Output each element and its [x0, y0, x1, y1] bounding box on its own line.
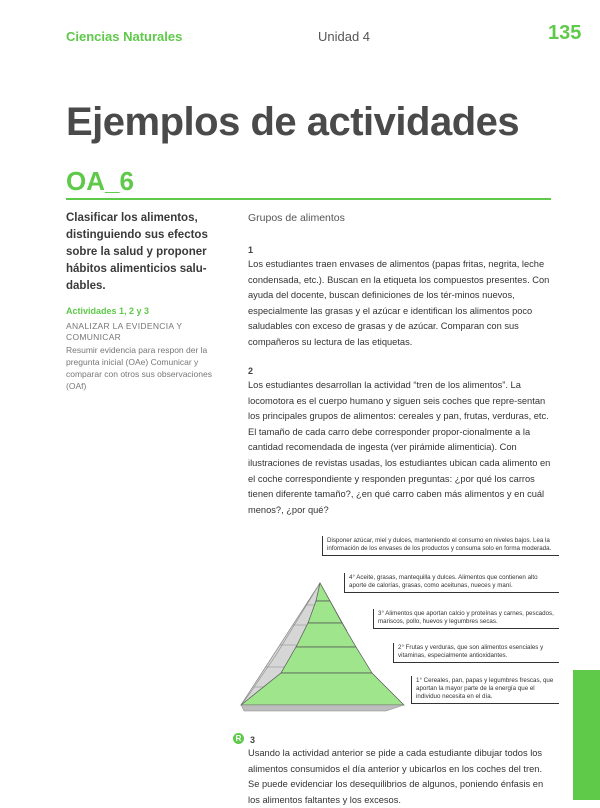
pyramid-label-1: 1° Cereales, pan, papas y legumbres frescas, que aportan la mayor parte de la energía que el individuo necesita en el día.	[411, 676, 559, 704]
activity-number: 2	[248, 366, 254, 376]
highlight-badge: R	[233, 733, 244, 744]
pyramid-level-2	[281, 647, 372, 673]
activity-number: 3	[250, 735, 256, 745]
section-title: Grupos de alimentos	[248, 212, 345, 224]
page-title: Ejemplos de actividades	[66, 100, 520, 144]
unit-header: Unidad 4	[318, 29, 371, 44]
page-edge-tab	[573, 670, 600, 800]
pyramid-base	[241, 705, 404, 711]
pyramid-label-4: 4° Aceite, grasas, mantequilla y dulces. Alimentos que contienen alto aporte de calorías, grasas, como aceitunas, nueces y maní.	[344, 573, 559, 593]
oa-heading: OA_6	[66, 166, 134, 196]
activity-number: 1	[248, 245, 254, 255]
activity-text: Los estudiantes desarrollan la actividad “tren de los alimentos”. La locomotora es el cuerpo humano y siguen seis coches que repre-sentan los principales grupos de alimentos: cereales y pan, frutas, verduras, etc. El tamaño de cada carro debe corresponder propor-cionalmente a la cantidad recomendada de ingesta (ver pirámide alimenticia). Con ilustraciones de revistas usadas, los estudiantes ubican cada alimento en el coche correspondiente y responden preguntas: ¿por qué los carros tienen diferente tamaño?, ¿en qué carro caben más alimentos y en cuál menos?, ¿por qué?	[248, 380, 551, 515]
activity-text: Usando la actividad anterior se pide a cada estudiante dibujar todos los alimentos consumidos el día anterior y ubicarlos en los coches del tren. Se puede evidenciar los desequilibrios de algunos, poniendo énfasis en los alimentos faltantes y los excesos.	[248, 748, 544, 805]
skill-description: Resumir evidencia para respon der la pregunta inicial (OAe) Comunicar y comparar con otros sus observaciones (OAf)	[66, 345, 212, 391]
activity-text: Los estudiantes traen envases de alimentos (papas fritas, negrita, leche condensada, etc.). Buscan en la etiqueta los compuestos presentes. Con ayuda del docente, buscan definiciones de los tér-minos nuevos, especialmente las grasas y el azúcar e identifican los alimentos poco saludables con exceso de grasas y de azúcar. Comparan con sus compañeros su lectura de las etiquetas.	[248, 259, 550, 347]
subject-header: Ciencias Naturales	[66, 29, 183, 44]
oa-divider	[66, 198, 551, 200]
skill-heading: ANALIZAR LA EVIDENCIA Y COMUNICAR	[66, 321, 183, 342]
pyramid-label-top: Disponer azúcar, miel y dulces, manteniendo el consumo en niveles bajos. Lea la información de los envases de los productos y consuma solo en forma moderada.	[322, 536, 559, 556]
pyramid-label-3: 3° Alimentos que aportan calcio y proteínas y carnes, pescados, mariscos, pollo, huevos y legumbres secas.	[373, 609, 559, 629]
activities-title: Actividades 1, 2 y 3	[66, 306, 150, 316]
page-number: 135	[548, 22, 582, 44]
learning-objective: Clasificar los alimentos, distinguiendo sus efectos sobre la salud y proponer hábitos alimenticios salu-dables.	[66, 212, 208, 292]
pyramid-label-2: 2° Frutas y verduras, que son alimentos esenciales y vitaminas, especialmente antioxidantes.	[393, 643, 559, 663]
